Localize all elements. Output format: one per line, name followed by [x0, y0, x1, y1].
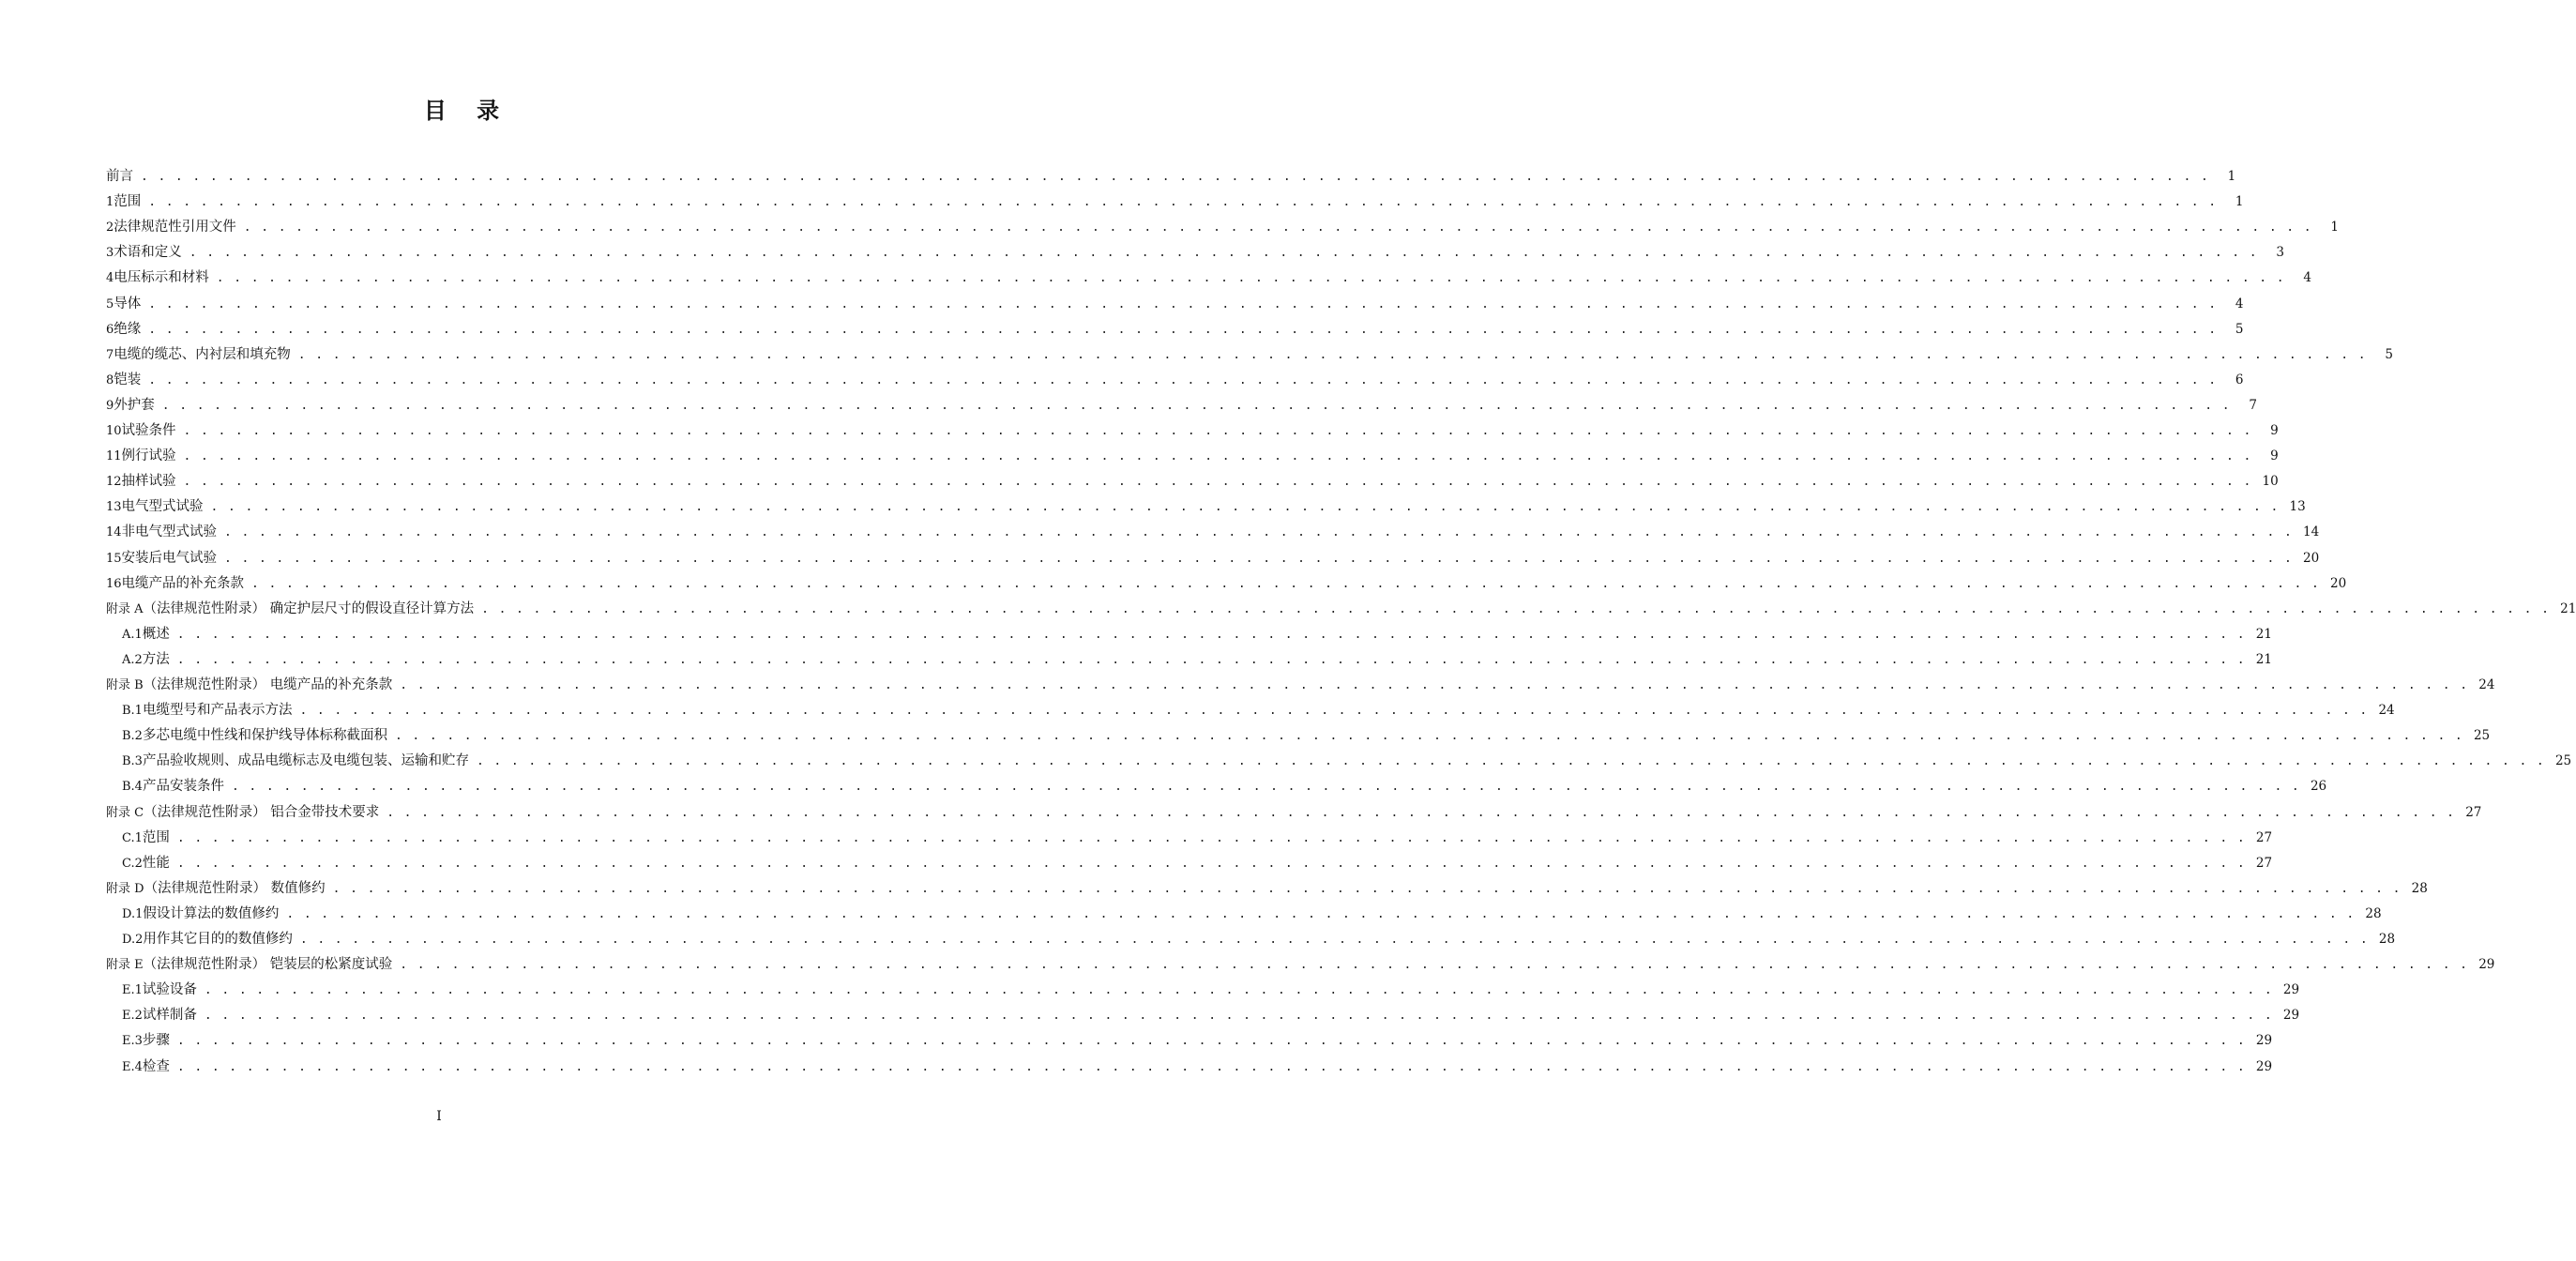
toc-entry-page: 9 [2270, 448, 2279, 464]
toc-entry[interactable] [106, 190, 2244, 215]
toc-entry-title: 范围 [142, 829, 170, 845]
toc-entry-title: 外护套 [114, 397, 155, 413]
toc-entry-page: 25 [2473, 728, 2491, 744]
toc-entry[interactable] [106, 673, 2495, 698]
toc-leader-dots: . . . . . . . . . . . . . . . . . . . . . . . . . . . . . . . . . . . . . . . . . . . . . . . . . . . . . . . . . . . . . . . . . . . . . . . . . . . . . . . . . . . . . . . . . . . . . . . . . . . . . . . . . . . . . . . . . . . . . . . . [176, 652, 2246, 667]
toc-entry[interactable] [106, 800, 2482, 826]
toc-entry-page: 26 [2310, 779, 2327, 795]
toc-entry-number: 附录 B [106, 678, 144, 692]
toc-entry-title: 绝缘 [114, 321, 142, 337]
toc-entry-title: 试验条件 [121, 423, 176, 438]
toc-entry-page: 24 [2378, 703, 2395, 719]
toc-entry-title: 假设计算法的数值修约 [143, 905, 280, 921]
toc-entry-number: D.2 [122, 933, 144, 947]
toc-entry-title: 概述 [142, 626, 170, 642]
toc-leader-dots: . . . . . . . . . . . . . . . . . . . . . . . . . . . . . . . . . . . . . . . . . . . . . . . . . . . . . . . . . . . . . . . . . . . . . . . . . . . . . . . . . . . . . . . . . . . . . . . . . . . . . . . . . . . . . . . . . . . . . . . . [148, 195, 2218, 210]
toc-leader-dots: . . . . . . . . . . . . . . . . . . . . . . . . . . . . . . . . . . . . . . . . . . . . . . . . . . . . . . . . . . . . . . . . . . . . . . . . . . . . . . . . . . . . . . . . . . . . . . . . . . . . . . . . . . . . . . . . . . . . . . . . [176, 830, 2247, 845]
toc-entry[interactable] [106, 520, 2320, 545]
toc-entry-number: 6 [106, 322, 114, 337]
toc-entry-title: 抽样试验 [121, 474, 176, 490]
toc-entry-page: 27 [2255, 855, 2273, 871]
toc-entry-title: 铠装 [114, 372, 142, 387]
toc-entry-page: 1 [2227, 169, 2236, 184]
toc-entry-page: 27 [2465, 804, 2482, 820]
toc-entry-number: 附录 C [106, 805, 144, 820]
toc-entry-page: 10 [2262, 474, 2279, 490]
toc-entry-page: 1 [2330, 220, 2339, 235]
toc-leader-dots: . . . . . . . . . . . . . . . . . . . . . . . . . . . . . . . . . . . . . . . . . . . . . . . . . . . . . . . . . . . . . . . . . . . . . . . . . . . . . . . . . . . . . . . . . . . . . . . . . . . . . . . . . . . . . . . . . . . . . . . . [243, 220, 2312, 235]
toc-entry-page: 21 [2255, 626, 2272, 642]
toc-entry-number: E.3 [122, 1034, 143, 1049]
toc-entry-title: 步骤 [142, 1033, 170, 1049]
toc-entry-title: （法律规范性附录） 电缆产品的补充条款 [143, 677, 393, 692]
toc-entry-number: 8 [106, 372, 114, 387]
toc-entry-page: 3 [2276, 245, 2284, 261]
toc-entry-number: 4 [106, 271, 114, 286]
toc-leader-dots: . . . . . . . . . . . . . . . . . . . . . . . . . . . . . . . . . . . . . . . . . . . . . . . . . . . . . . . . . . . . . . . . . . . . . . . . . . . . . . . . . . . . . . . . . . . . . . . . . . . . . . . . . . . . . . . . . . . . . . . . [299, 704, 2369, 719]
toc-entry-number: E.1 [122, 983, 143, 998]
toc-leader-dots: . . . . . . . . . . . . . . . . . . . . . . . . . . . . . . . . . . . . . . . . . . . . . . . . . . . . . . . . . . . . . . . . . . . . . . . . . . . . . . . . . . . . . . . . . . . . . . . . . . . . . . . . . . . . . . . . . . . . . . . . [204, 1009, 2274, 1024]
toc-entry-title: 前言 [106, 169, 133, 184]
toc-entry-title: 产品安装条件 [142, 779, 224, 795]
toc-entry-title: 导体 [114, 296, 142, 311]
toc-entry-page: 21 [2560, 600, 2576, 616]
toc-entry[interactable] [106, 952, 2495, 978]
toc-entry[interactable] [122, 698, 2395, 723]
toc-entry-page: 4 [2235, 296, 2244, 311]
toc-entry-title: 产品验收规则、成品电缆标志及电缆包装、运输和贮存 [142, 753, 469, 769]
toc-leader-dots: . . . . . . . . . . . . . . . . . . . . . . . . . . . . . . . . . . . . . . . . . . . . . . . . . . . . . . . . . . . . . . . . . . . . . . . . . . . . . . . . . . . . . . . . . . . . . . . . . . . . . . . . . . . . . . . . . . . . . . . . [204, 983, 2274, 998]
toc-leader-dots: . . . . . . . . . . . . . . . . . . . . . . . . . . . . . . . . . . . . . . . . . . . . . . . . . . . . . . . . . . . . . . . . . . . . . . . . . . . . . . . . . . . . . . . . . . . . . . . . . . . . . . . . . . . . . . . . . . . . . . . . [224, 525, 2294, 540]
toc-entry-title: 电缆的缆芯、内衬层和填充物 [114, 346, 291, 362]
toc-entry-number: 1 [106, 195, 114, 210]
toc-leader-dots: . . . . . . . . . . . . . . . . . . . . . . . . . . . . . . . . . . . . . . . . . . . . . . . . . . . . . . . . . . . . . . . . . . . . . . . . . . . . . . . . . . . . . . . . . . . . . . . . . . . . . . . . . . . . . . . . . . . . . . . . [161, 398, 2231, 413]
toc-entry-number: C.1 [122, 830, 143, 845]
toc-leader-dots: . . . . . . . . . . . . . . . . . . . . . . . . . . . . . . . . . . . . . . . . . . . . . . . . . . . . . . . . . . . . . . . . . . . . . . . . . . . . . . . . . . . . . . . . . . . . . . . . . . . . . . . . . . . . . . . . . . . . . . . . [176, 1034, 2247, 1049]
toc-entry-title: 法律规范性引用文件 [114, 220, 236, 235]
toc-entry[interactable] [122, 826, 2273, 851]
toc-entry[interactable] [106, 393, 2257, 418]
toc-entry[interactable] [122, 774, 2327, 799]
page-title: 目 录 [423, 98, 511, 124]
toc-leader-dots: . . . . . . . . . . . . . . . . . . . . . . . . . . . . . . . . . . . . . . . . . . . . . . . . . . . . . . . . . . . . . . . . . . . . . . . . . . . . . . . . . . . . . . . . . . . . . . . . . . . . . . . . . . . . . . . . . . . . . . . . [251, 576, 2321, 591]
toc-entry-page: 5 [2385, 346, 2393, 362]
toc-entry-title: 电缆产品的补充条款 [121, 575, 245, 591]
toc-entry-title: 多芯电缆中性线和保护线导体标称截面积 [142, 728, 387, 744]
toc-leader-dots: . . . . . . . . . . . . . . . . . . . . . . . . . . . . . . . . . . . . . . . . . . . . . . . . . . . . . . . . . . . . . . . . . . . . . . . . . . . . . . . . . . . . . . . . . . . . . . . . . . . . . . . . . . . . . . . . . . . . . . . . [148, 322, 2218, 337]
toc-entry-number: 5 [106, 296, 114, 311]
toc-entry[interactable] [106, 418, 2279, 444]
toc-entry-number: 附录 D [106, 881, 144, 896]
toc-entry[interactable] [106, 444, 2279, 469]
toc-entry[interactable] [106, 266, 2311, 291]
toc-leader-dots: . . . . . . . . . . . . . . . . . . . . . . . . . . . . . . . . . . . . . . . . . . . . . . . . . . . . . . . . . . . . . . . . . . . . . . . . . . . . . . . . . . . . . . . . . . . . . . . . . . . . . . . . . . . . . . . . . . . . . . . . [299, 933, 2370, 947]
toc-entry[interactable] [106, 317, 2244, 342]
toc-entry-title: 试样制备 [142, 1008, 197, 1024]
toc-entry[interactable] [106, 368, 2244, 393]
toc-entry-number: D.1 [122, 906, 144, 921]
toc-leader-dots: . . . . . . . . . . . . . . . . . . . . . . . . . . . . . . . . . . . . . . . . . . . . . . . . . . . . . . . . . . . . . . . . . . . . . . . . . . . . . . . . . . . . . . . . . . . . . . . . . . . . . . . . . . . . . . . . . . . . . . . . [216, 271, 2285, 286]
table-of-contents [0, 164, 2576, 1084]
toc-leader-dots: . . . . . . . . . . . . . . . . . . . . . . . . . . . . . . . . . . . . . . . . . . . . . . . . . . . . . . . . . . . . . . . . . . . . . . . . . . . . . . . . . . . . . . . . . . . . . . . . . . . . . . . . . . . . . . . . . . . . . . . . [400, 678, 2469, 692]
toc-entry-title: 非电气型式试验 [121, 524, 218, 540]
toc-entry-number: 7 [106, 347, 114, 362]
toc-leader-dots: . . . . . . . . . . . . . . . . . . . . . . . . . . . . . . . . . . . . . . . . . . . . . . . . . . . . . . . . . . . . . . . . . . . . . . . . . . . . . . . . . . . . . . . . . . . . . . . . . . . . . . . . . . . . . . . . . . . . . . . . [189, 246, 2258, 261]
toc-entry-number: B.1 [122, 704, 143, 719]
toc-leader-dots: . . . . . . . . . . . . . . . . . . . . . . . . . . . . . . . . . . . . . . . . . . . . . . . . . . . . . . . . . . . . . . . . . . . . . . . . . . . . . . . . . . . . . . . . . . . . . . . . . . . . . . . . . . . . . . . . . . . . . . . . [400, 958, 2469, 973]
toc-entry[interactable] [122, 622, 2272, 647]
toc-entry-number: A.1 [122, 627, 143, 642]
toc-entry-page: 29 [2478, 957, 2495, 973]
toc-entry-number: 9 [106, 398, 114, 413]
toc-leader-dots: . . . . . . . . . . . . . . . . . . . . . . . . . . . . . . . . . . . . . . . . . . . . . . . . . . . . . . . . . . . . . . . . . . . . . . . . . . . . . . . . . . . . . . . . . . . . . . . . . . . . . . . . . . . . . . . . . . . . . . . . [394, 729, 2464, 744]
toc-entry[interactable] [106, 876, 2428, 902]
toc-leader-dots: . . . . . . . . . . . . . . . . . . . . . . . . . . . . . . . . . . . . . . . . . . . . . . . . . . . . . . . . . . . . . . . . . . . . . . . . . . . . . . . . . . . . . . . . . . . . . . . . . . . . . . . . . . . . . . . . . . . . . . . . [386, 805, 2456, 820]
toc-entry-number: 12 [106, 475, 122, 490]
toc-entry-page: 5 [2235, 321, 2244, 337]
toc-entry-page: 6 [2235, 372, 2244, 387]
toc-entry[interactable] [106, 240, 2284, 266]
toc-entry-title: （法律规范性附录） 铝合金带技术要求 [144, 804, 380, 820]
toc-entry-page: 7 [2249, 397, 2257, 413]
toc-entry-number: B.3 [122, 754, 143, 769]
toc-entry-page: 29 [2282, 1008, 2300, 1024]
toc-entry-number: E.4 [122, 1059, 143, 1074]
toc-entry-title: 试验设备 [142, 982, 197, 998]
toc-entry[interactable] [122, 1055, 2273, 1080]
toc-entry[interactable] [106, 597, 2576, 622]
toc-entry[interactable] [106, 342, 2393, 368]
toc-leader-dots: . . . . . . . . . . . . . . . . . . . . . . . . . . . . . . . . . . . . . . . . . . . . . . . . . . . . . . . . . . . . . . . . . . . . . . . . . . . . . . . . . . . . . . . . . . . . . . . . . . . . . . . . . . . . . . . . . . . . . . . . [183, 424, 2252, 438]
toc-leader-dots: . . . . . . . . . . . . . . . . . . . . . . . . . . . . . . . . . . . . . . . . . . . . . . . . . . . . . . . . . . . . . . . . . . . . . . . . . . . . . . . . . . . . . . . . . . . . . . . . . . . . . . . . . . . . . . . . . . . . . . . . [183, 449, 2252, 464]
toc-entry-page: 29 [2255, 1033, 2273, 1049]
toc-leader-dots: . . . . . . . . . . . . . . . . . . . . . . . . . . . . . . . . . . . . . . . . . . . . . . . . . . . . . . . . . . . . . . . . . . . . . . . . . . . . . . . . . . . . . . . . . . . . . . . . . . . . . . . . . . . . . . . . . . . . . . . . [210, 500, 2280, 515]
toc-entry-number: 14 [106, 525, 122, 540]
toc-entry-title: 性能 [142, 855, 170, 871]
toc-entry-number: A.2 [122, 652, 143, 667]
toc-entry-title: 用作其它目的的数值修约 [143, 932, 293, 947]
toc-entry-number: 附录 A [106, 601, 144, 616]
toc-entry-page: 9 [2270, 423, 2279, 438]
toc-leader-dots: . . . . . . . . . . . . . . . . . . . . . . . . . . . . . . . . . . . . . . . . . . . . . . . . . . . . . . . . . . . . . . . . . . . . . . . . . . . . . . . . . . . . . . . . . . . . . . . . . . . . . . . . . . . . . . . . . . . . . . . . [297, 347, 2367, 362]
toc-entry-title: 术语和定义 [114, 245, 182, 261]
toc-entry-page: 27 [2255, 829, 2273, 845]
toc-leader-dots: . . . . . . . . . . . . . . . . . . . . . . . . . . . . . . . . . . . . . . . . . . . . . . . . . . . . . . . . . . . . . . . . . . . . . . . . . . . . . . . . . . . . . . . . . . . . . . . . . . . . . . . . . . . . . . . . . . . . . . . . [148, 296, 2218, 311]
toc-entry[interactable] [106, 215, 2339, 240]
toc-entry-page: 25 [2554, 753, 2572, 769]
toc-entry-number: 2 [106, 220, 114, 235]
toc-entry[interactable] [106, 546, 2320, 571]
toc-entry-page: 21 [2255, 651, 2272, 667]
toc-entry-title: 电压标示和材料 [114, 270, 209, 286]
toc-entry[interactable] [122, 1003, 2300, 1028]
toc-entry-title: 范围 [114, 194, 142, 210]
toc-entry[interactable] [122, 978, 2300, 1003]
toc-entry-number: 10 [106, 424, 122, 438]
toc-entry[interactable] [106, 469, 2279, 494]
toc-entry-page: 1 [2235, 194, 2244, 210]
toc-entry-title: （法律规范性附录） 铠装层的松紧度试验 [143, 957, 393, 973]
toc-entry[interactable] [122, 851, 2273, 876]
toc-entry[interactable] [122, 902, 2382, 927]
toc-entry-page: 20 [2303, 550, 2320, 566]
toc-entry-page: 20 [2330, 575, 2347, 591]
toc-entry-number: E.2 [122, 1009, 143, 1024]
toc-entry-page: 24 [2478, 677, 2495, 692]
toc-entry[interactable] [122, 749, 2572, 774]
toc-leader-dots: . . . . . . . . . . . . . . . . . . . . . . . . . . . . . . . . . . . . . . . . . . . . . . . . . . . . . . . . . . . . . . . . . . . . . . . . . . . . . . . . . . . . . . . . . . . . . . . . . . . . . . . . . . . . . . . . . . . . . . . . [183, 475, 2252, 490]
toc-entry-title: 方法 [142, 651, 170, 667]
toc-entry[interactable] [122, 723, 2491, 749]
toc-leader-dots: . . . . . . . . . . . . . . . . . . . . . . . . . . . . . . . . . . . . . . . . . . . . . . . . . . . . . . . . . . . . . . . . . . . . . . . . . . . . . . . . . . . . . . . . . . . . . . . . . . . . . . . . . . . . . . . . . . . . . . . . [141, 170, 2210, 184]
toc-entry[interactable] [106, 571, 2347, 597]
toc-leader-dots: . . . . . . . . . . . . . . . . . . . . . . . . . . . . . . . . . . . . . . . . . . . . . . . . . . . . . . . . . . . . . . . . . . . . . . . . . . . . . . . . . . . . . . . . . . . . . . . . . . . . . . . . . . . . . . . . . . . . . . . . [148, 372, 2218, 387]
toc-entry-number: 附录 E [106, 958, 144, 973]
toc-entry[interactable] [122, 647, 2272, 673]
toc-entry-page: 28 [2378, 932, 2396, 947]
toc-entry-page: 4 [2303, 270, 2311, 286]
toc-entry-title: （法律规范性附录） 确定护层尺寸的假设直径计算方法 [143, 600, 475, 616]
toc-entry-title: 电缆型号和产品表示方法 [142, 703, 293, 719]
toc-entry-page: 29 [2282, 982, 2300, 998]
toc-entry-title: 检查 [142, 1058, 170, 1074]
toc-entry-number: 3 [106, 246, 114, 261]
toc-entry[interactable] [106, 292, 2244, 317]
toc-entry-number: C.2 [122, 856, 143, 871]
toc-entry-page: 13 [2289, 499, 2306, 515]
toc-entry-number: B.4 [122, 780, 143, 795]
toc-entry-number: 13 [106, 500, 122, 515]
toc-leader-dots: . . . . . . . . . . . . . . . . . . . . . . . . . . . . . . . . . . . . . . . . . . . . . . . . . . . . . . . . . . . . . . . . . . . . . . . . . . . . . . . . . . . . . . . . . . . . . . . . . . . . . . . . . . . . . . . . . . . . . . . . [176, 856, 2247, 871]
toc-entry[interactable] [106, 164, 2236, 190]
toc-entry-number: 15 [106, 551, 122, 566]
page-number: I [436, 1109, 442, 1124]
toc-leader-dots: . . . . . . . . . . . . . . . . . . . . . . . . . . . . . . . . . . . . . . . . . . . . . . . . . . . . . . . . . . . . . . . . . . . . . . . . . . . . . . . . . . . . . . . . . . . . . . . . . . . . . . . . . . . . . . . . . . . . . . . . [286, 906, 2356, 921]
toc-entry-number: B.2 [122, 729, 143, 744]
toc-leader-dots: . . . . . . . . . . . . . . . . . . . . . . . . . . . . . . . . . . . . . . . . . . . . . . . . . . . . . . . . . . . . . . . . . . . . . . . . . . . . . . . . . . . . . . . . . . . . . . . . . . . . . . . . . . . . . . . . . . . . . . . . [481, 601, 2551, 616]
toc-entry[interactable] [122, 1028, 2273, 1054]
toc-entry-number: 11 [106, 449, 122, 464]
toc-entry-page: 28 [2365, 905, 2382, 921]
toc-entry[interactable] [106, 494, 2306, 520]
toc-leader-dots: . . . . . . . . . . . . . . . . . . . . . . . . . . . . . . . . . . . . . . . . . . . . . . . . . . . . . . . . . . . . . . . . . . . . . . . . . . . . . . . . . . . . . . . . . . . . . . . . . . . . . . . . . . . . . . . . . . . . . . . . [231, 780, 2301, 795]
toc-entry-title: （法律规范性附录） 数值修约 [144, 880, 326, 896]
toc-leader-dots: . . . . . . . . . . . . . . . . . . . . . . . . . . . . . . . . . . . . . . . . . . . . . . . . . . . . . . . . . . . . . . . . . . . . . . . . . . . . . . . . . . . . . . . . . . . . . . . . . . . . . . . . . . . . . . . . . . . . . . . . [476, 754, 2546, 769]
toc-entry-page: 29 [2255, 1058, 2273, 1074]
toc-entry-title: 安装后电气试验 [121, 550, 218, 566]
toc-leader-dots: . . . . . . . . . . . . . . . . . . . . . . . . . . . . . . . . . . . . . . . . . . . . . . . . . . . . . . . . . . . . . . . . . . . . . . . . . . . . . . . . . . . . . . . . . . . . . . . . . . . . . . . . . . . . . . . . . . . . . . . . [332, 881, 2402, 896]
toc-entry-page: 14 [2303, 524, 2320, 540]
toc-leader-dots: . . . . . . . . . . . . . . . . . . . . . . . . . . . . . . . . . . . . . . . . . . . . . . . . . . . . . . . . . . . . . . . . . . . . . . . . . . . . . . . . . . . . . . . . . . . . . . . . . . . . . . . . . . . . . . . . . . . . . . . . [176, 627, 2246, 642]
toc-entry-page: 28 [2411, 880, 2428, 896]
toc-entry-title: 例行试验 [121, 448, 176, 464]
toc-entry[interactable] [122, 927, 2396, 952]
toc-leader-dots: . . . . . . . . . . . . . . . . . . . . . . . . . . . . . . . . . . . . . . . . . . . . . . . . . . . . . . . . . . . . . . . . . . . . . . . . . . . . . . . . . . . . . . . . . . . . . . . . . . . . . . . . . . . . . . . . . . . . . . . . [176, 1059, 2247, 1074]
toc-entry-title: 电气型式试验 [121, 499, 204, 515]
toc-entry-number: 16 [106, 576, 122, 591]
toc-leader-dots: . . . . . . . . . . . . . . . . . . . . . . . . . . . . . . . . . . . . . . . . . . . . . . . . . . . . . . . . . . . . . . . . . . . . . . . . . . . . . . . . . . . . . . . . . . . . . . . . . . . . . . . . . . . . . . . . . . . . . . . . [224, 551, 2294, 566]
